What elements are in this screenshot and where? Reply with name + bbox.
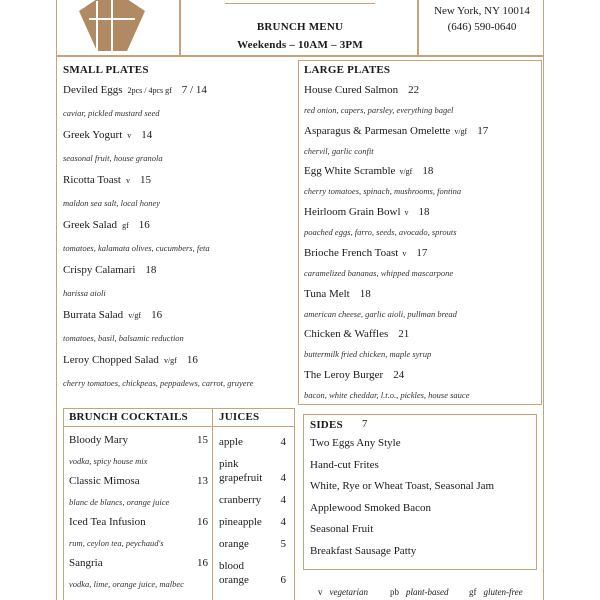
item-name: Ricotta Toast [63,174,121,186]
menu-item [63,84,207,96]
menu-item [304,328,409,340]
item-description: poached eggs, farro, seeds, avocado, sprouts [304,227,457,237]
legend-label: plant-based [406,587,449,597]
item-price: 21 [398,328,410,340]
cocktail-name: Classic Mimosa [69,475,140,487]
item-description: tomatoes, kalamata olives, cucumbers, feta [63,243,210,253]
cocktail-price: 15 [197,434,208,446]
header-right-box [418,0,544,56]
item-diet-note: v/gf [163,356,177,365]
menu-item [63,129,152,141]
item-price: 7 / 14 [181,84,207,96]
phone: (646) 590-0640 [447,21,517,33]
item-diet-note: v/gf [454,127,468,136]
item-name: House Cured Salmon [304,84,399,96]
drinks-divider [212,408,213,600]
item-diet-note: v [127,131,132,140]
cocktail-name: Sangria [69,557,103,569]
juice-price: 4 [280,494,286,506]
item-description: red onion, capers, parsley, everything bagel [304,105,454,115]
juice-price: 5 [280,538,286,550]
juice-price: 6 [280,574,286,586]
juice-name-line2: orange [219,574,249,586]
juice-price: 4 [280,472,286,484]
cocktail-price: 16 [197,516,208,528]
menu-item [304,369,404,381]
item-price: 16 [138,219,150,231]
item-price: 16 [151,309,163,321]
item-price: 22 [408,84,420,96]
menu-item [63,354,198,366]
item-name: Greek Salad [63,219,118,231]
cocktail-price: 13 [197,475,208,487]
item-name: Greek Yogurt [63,129,123,141]
item-name: Asparagus & Parmesan Omelette [304,125,451,137]
item-price: 18 [418,206,430,218]
menu-item [63,264,156,276]
sides-title: SIDES [310,419,343,431]
item-description: cherry tomatoes, chickpeas, peppadews, carrot, gruyere [63,378,254,388]
legend-code: pb [390,587,399,597]
menu-item [304,84,419,96]
juice-price: 4 [280,436,286,448]
menu-title: BRUNCH MENU [256,21,344,33]
logo-icon [79,0,145,55]
item-price: 16 [186,354,198,366]
side-item: White, Rye or Wheat Toast, Seasonal Jam [310,480,495,492]
sides-price: 7 [362,418,368,430]
item-diet-note: v/gf [128,311,142,320]
juice-name: pineapple [219,516,262,528]
cocktail-description: vodka, spicy house mix [69,456,148,466]
legend-label: vegetarian [329,587,368,597]
drinks-header-line [63,426,295,427]
item-price: 15 [140,174,151,186]
juice-price: 4 [280,516,286,528]
item-price: 14 [141,129,153,141]
menu-item [304,247,427,259]
item-name: Burrata Salad [63,309,124,321]
item-price: 17 [477,125,489,137]
menu-item [304,125,488,137]
legend-code: gf [469,587,477,597]
item-description: caviar, pickled mustard seed [63,108,160,118]
juice-name: blood [219,560,245,572]
item-name: Deviled Eggs [63,84,123,96]
juices-title: JUICES [219,411,260,423]
menu-hours: Weekends – 10AM – 3PM [237,39,363,51]
small-plates-section [63,64,295,394]
item-price: 24 [393,369,405,381]
juice-name: pink [219,458,239,470]
juice-name: orange [219,538,249,550]
item-name: Tuna Melt [304,288,350,300]
item-name: Leroy Chopped Salad [63,354,159,366]
menu-item [63,309,162,321]
legend-item [318,587,368,597]
item-description: american cheese, garlic aioli, pullman bread [304,309,457,319]
side-item: Two Eggs Any Style [310,437,401,449]
side-item: Breakfast Sausage Patty [310,545,417,557]
item-price: 18 [145,264,157,276]
legend-item [390,587,449,597]
header-center-box [180,0,418,56]
menu-item [304,206,430,218]
item-price: 18 [422,165,434,177]
item-name: Egg White Scramble [304,165,396,177]
side-item: Applewood Smoked Bacon [310,502,431,514]
address-city: New York, NY 10014 [434,5,530,17]
item-description: harissa aioli [63,288,106,298]
item-description: chervil, garlic confit [304,146,374,156]
item-description: tomatoes, basil, balsamic reduction [63,333,184,343]
item-diet-note: v [404,208,409,217]
header-left-box [56,0,180,56]
item-name: Brioche French Toast [304,247,399,259]
side-item: Seasonal Fruit [310,523,374,535]
cocktail-name: Iced Tea Infusion [69,516,146,528]
menu-item [304,165,433,177]
item-diet-note: 2pcs / 4pcs gf [127,86,172,95]
item-diet-note: v [402,249,407,258]
cocktail-price: 16 [197,557,208,569]
item-price: 18 [359,288,371,300]
legend-code: v [318,587,323,597]
item-diet-note: v [126,176,130,185]
cocktails-title: BRUNCH COCKTAILS [69,411,188,423]
item-description: buttermilk fried chicken, maple syrup [304,349,432,359]
small-plates-title: SMALL PLATES [63,64,149,76]
item-description: bacon, white cheddar, l.t.o., pickles, house sauce [304,390,470,400]
cocktail-name: Bloody Mary [69,434,128,446]
menu-item [304,288,371,300]
juice-name-line2: grapefruit [219,472,263,484]
logo-wordmark-fragment [225,0,375,4]
item-description: caramelized bananas, whipped mascarpone [304,268,454,278]
legend-item [469,587,523,597]
juice-name: cranberry [219,494,262,506]
large-plates-section [304,64,540,404]
item-description: maldon sea salt, local honey [63,198,161,208]
side-item: Hand-cut Frites [310,459,379,471]
item-diet-note: gf [122,221,129,230]
cocktail-description: blanc de blancs, orange juice [69,497,170,507]
item-name: Heirloom Grain Bowl [304,206,401,218]
cocktail-description: rum, ceylon tea, peychaud's [69,538,164,548]
item-price: 17 [416,247,428,259]
item-description: seasonal fruit, house granola [63,153,163,163]
large-plates-title: LARGE PLATES [304,64,391,76]
menu-item [63,174,151,186]
legend-label: gluten-free [483,587,523,597]
item-name: The Leroy Burger [304,369,384,381]
item-name: Crispy Calamari [63,264,136,276]
menu-item [63,219,150,231]
juice-name: apple [219,436,243,448]
item-name: Chicken & Waffles [304,328,389,340]
cocktail-description: vodka, lime, orange juice, malbec [69,579,184,589]
item-diet-note: v/gf [399,167,413,176]
item-description: cherry tomatoes, spinach, mushrooms, fontina [304,186,462,196]
